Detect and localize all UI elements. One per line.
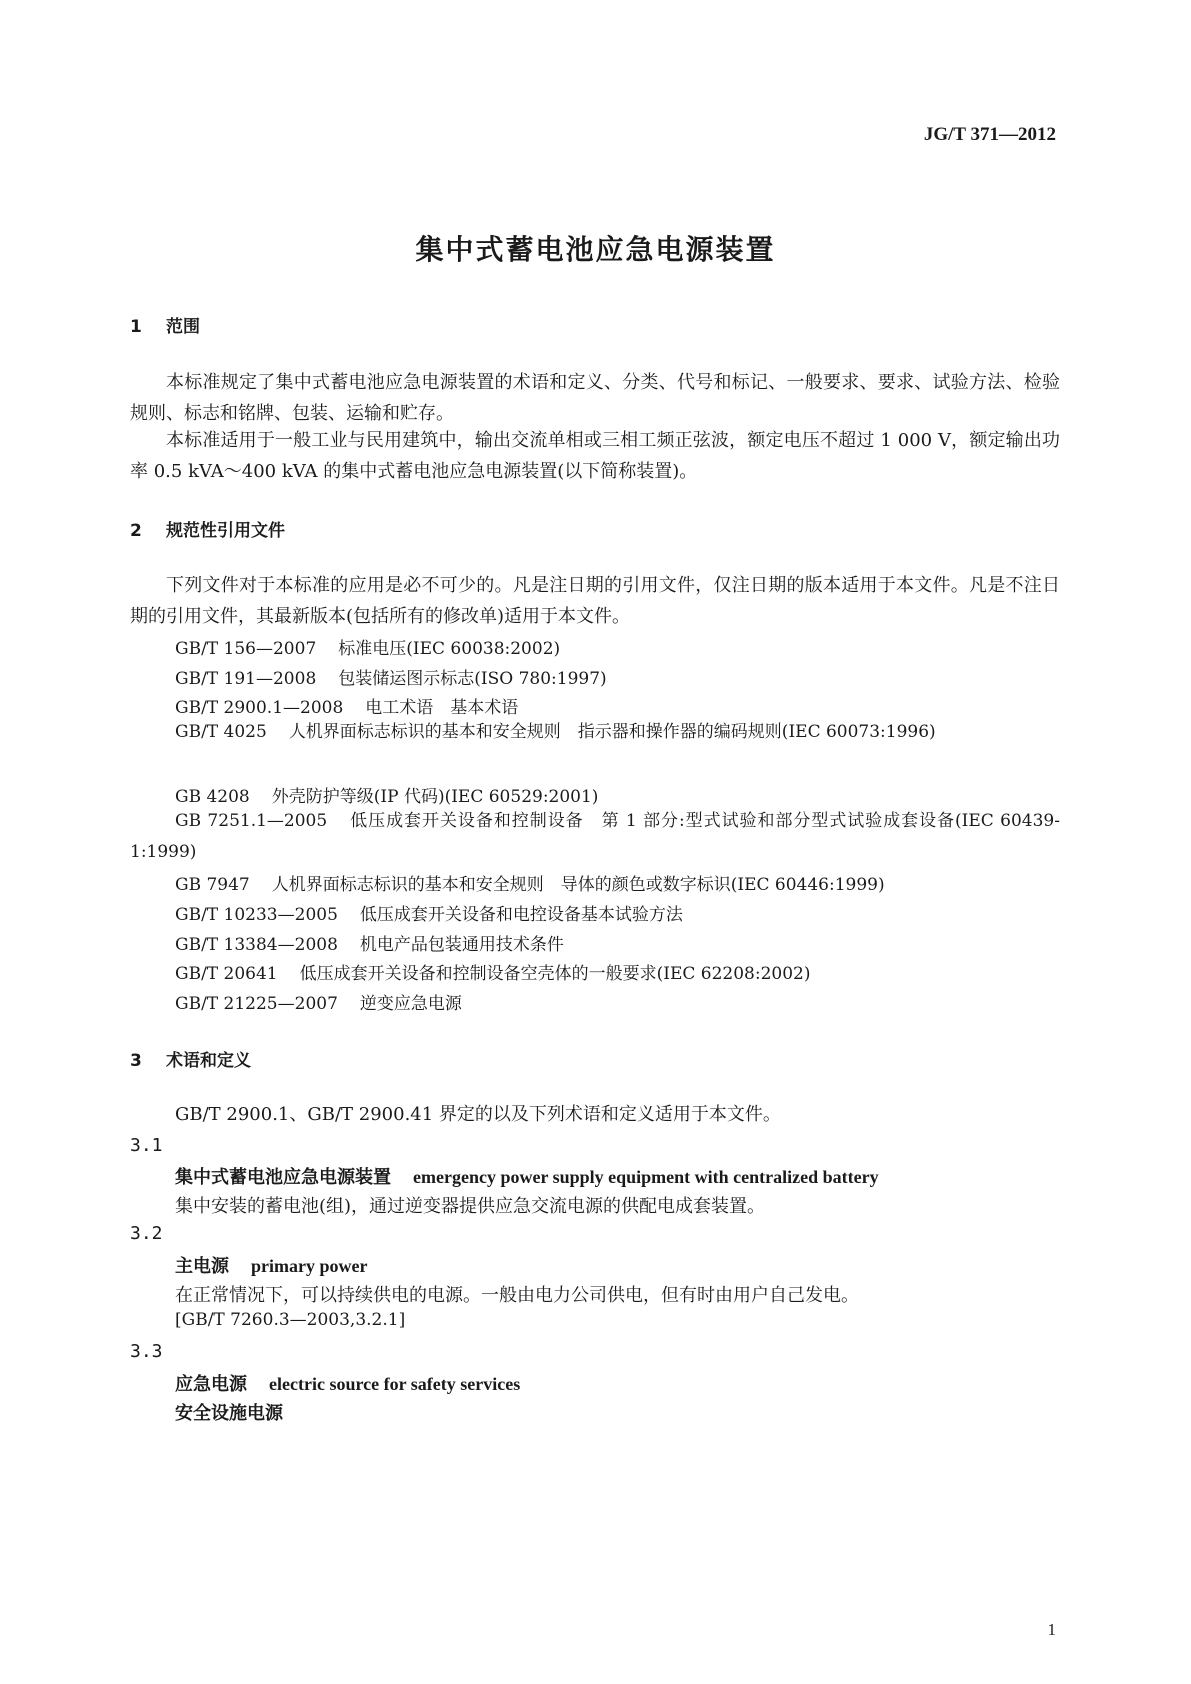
term-en: primary power [251,1256,368,1276]
reference-title: 低压成套开关设备和控制设备 第 1 部分:型式试验和部分型式试验成套设备(IEC 60439-1:1999) [130,811,1060,862]
reference-title: 低压成套开关设备和电控设备基本试验方法 [359,905,683,925]
term-zh: 主电源 [175,1256,229,1277]
reference-item [175,664,607,689]
reference-code: GB/T 21225—2007 [175,994,338,1014]
standard-code: JG/T 371—2012 [923,124,1056,145]
reference-code: GB/T 13384—2008 [175,935,338,955]
section-number: 1 [130,317,142,337]
reference-title: 低压成套开关设备和控制设备空壳体的一般要求(IEC 62208:2002) [299,964,811,984]
term-en: emergency power supply equipment with centralized battery [413,1167,879,1187]
reference-item [130,717,1060,748]
term-heading [175,1163,879,1189]
reference-title: 包装储运图示标志(ISO 780:1997) [338,669,607,689]
reference-item [175,782,598,807]
reference-item [175,634,560,659]
section-number: 2 [130,521,142,541]
page-number: 1 [1047,1620,1056,1639]
reference-code: GB 7947 [175,875,250,895]
reference-item [175,870,885,895]
term-heading [175,1370,520,1396]
term-definition: 集中安装的蓄电池(组)，通过逆变器提供应急交流电源的供配电成套装置。 [175,1196,766,1217]
scope-paragraph-2: 本标准适用于一般工业与民用建筑中，输出交流单相或三相工频正弦波，额定电压不超过 1 000 V，额定输出功率 0.5 kVA～400 kVA 的集中式蓄电池应急电源装置(以下简称装置)。 [130,430,1060,482]
reference-item [130,806,1060,868]
reference-item [175,989,462,1014]
section-title: 范围 [166,317,200,337]
reference-code: GB/T 20641 [175,964,278,984]
term-definition: 在正常情况下，可以持续供电的电源。一般由电力公司供电，但有时由用户自己发电。 [175,1285,859,1306]
reference-title: 人机界面标志标识的基本和安全规则 指示器和操作器的编码规则(IEC 60073:1996) [288,722,936,742]
term-alternative [175,1399,305,1425]
reference-item [175,930,564,955]
reference-title: 电工术语 基本术语 [365,698,519,718]
reference-title: 人机界面标志标识的基本和安全规则 导体的颜色或数字标识(IEC 60446:1999) [271,875,885,895]
section-2-heading [130,516,285,541]
reference-code: GB 7251.1—2005 [175,811,328,831]
reference-title: 标准电压(IEC 60038:2002) [338,639,561,659]
reference-title: 机电产品包装通用技术条件 [359,935,564,955]
term-source: [GB/T 7260.3—2003,3.2.1] [175,1310,406,1330]
reference-code: GB/T 191—2008 [175,669,317,689]
section-title: 规范性引用文件 [166,521,285,541]
reference-title: 逆变应急电源 [359,994,462,1014]
section-number: 3 [130,1051,142,1071]
term-zh: 应急电源 [175,1374,247,1395]
section-3-heading [130,1046,251,1071]
section-1-heading [130,312,200,337]
document-title: 集中式蓄电池应急电源装置 [415,233,776,266]
section-title: 术语和定义 [166,1051,251,1071]
reference-code: GB/T 2900.1—2008 [175,698,344,718]
references-intro: 下列文件对于本标准的应用是必不可少的。凡是注日期的引用文件，仅注日期的版本适用于本文件。凡是不注日期的引用文件，其最新版本(包括所有的修改单)适用于本文件。 [130,575,1060,627]
reference-code: GB/T 156—2007 [175,639,317,659]
reference-item [175,959,811,984]
reference-title: 外壳防护等级(IP 代码)(IEC 60529:2001) [271,787,599,807]
term-number: 3.1 [130,1135,163,1156]
terms-intro: GB/T 2900.1、GB/T 2900.41 界定的以及下列术语和定义适用于本文件。 [175,1104,781,1125]
term-zh: 集中式蓄电池应急电源装置 [175,1167,391,1188]
term-number: 3.3 [130,1341,163,1362]
term-heading [175,1252,367,1278]
reference-item [175,693,518,718]
term-en: electric source for safety services [269,1374,521,1394]
reference-item [175,900,683,925]
reference-code: GB 4208 [175,787,250,807]
term-number: 3.2 [130,1223,163,1244]
reference-code: GB/T 4025 [175,722,267,742]
reference-code: GB/T 10233—2005 [175,905,338,925]
scope-paragraph-1: 本标准规定了集中式蓄电池应急电源装置的术语和定义、分类、代号和标记、一般要求、要求、试验方法、检验规则、标志和铭牌、包装、运输和贮存。 [130,372,1060,424]
term-alt-zh: 安全设施电源 [175,1403,283,1424]
